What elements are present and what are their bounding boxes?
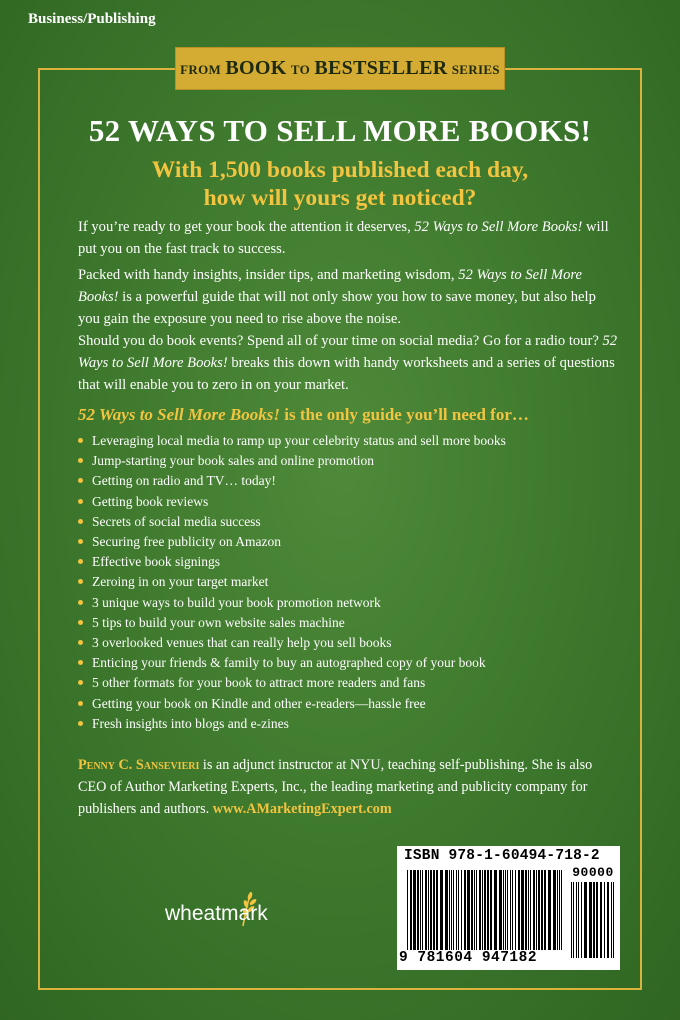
author-name: Penny C. Sansevieri [78,757,200,773]
list-item: Getting your book on Kindle and other e-readers—hassle free [78,694,638,714]
barcode-bar [536,870,537,950]
barcode-bar [611,882,612,958]
barcode-bar [573,882,574,958]
ean-digits: 9 781604 947182 [399,950,538,966]
bullet-dot-icon [78,701,83,706]
list-item: Jump-starting your book sales and online promotion [78,451,638,471]
barcode-bar [530,870,531,950]
bullet-dot-icon [78,478,83,483]
guide-heading: 52 Ways to Sell More Books! is the only guide you’ll need for… [78,405,529,424]
barcode-bar [474,870,475,950]
barcode-bar [430,870,432,950]
barcode-bar [510,870,511,950]
barcode-bar [571,882,572,958]
barcode-bar [417,870,419,950]
barcode-bar [420,870,421,950]
barcode-bar [505,870,506,950]
bullet-dot-icon [78,660,83,665]
barcode-bar [458,870,459,950]
series-bestseller: BESTSELLER [314,57,448,79]
paragraph-3: Should you do book events? Spend all of your time on social media? Go for a radio tour? 52 Ways to Sell More Books! breaks this down with handy worksheets and a series of questions that will enable you to zero in on your market. [78,333,618,393]
barcode-bar [456,870,457,950]
barcode-bar [507,870,508,950]
barcode-bar [600,882,602,958]
paragraph-1: If you’re ready to get your book the attention it deserves, 52 Ways to Sell More Books! will put you on the fast track to success. [78,219,609,257]
series-from: FROM [180,62,222,77]
barcode-bar [425,870,427,950]
series-word: SERIES [451,62,500,77]
subtitle-line-1: With 1,500 books published each day, [151,157,529,183]
author-website-link[interactable]: www.AMarketingExpert.com [212,801,392,817]
barcode-bar [596,882,598,958]
barcode-bar [449,870,450,950]
barcode-bar [544,870,546,950]
barcode-bar [538,870,540,950]
list-item: 3 overlooked venues that can really help you sell books [78,633,638,653]
barcode-bar [512,870,513,950]
barcode-bar [541,870,543,950]
barcode-bar [479,870,481,950]
barcode-bar [484,870,486,950]
publisher-logo [165,888,295,928]
bullet-dot-icon [78,458,83,463]
isbn-barcode [397,846,620,970]
barcode-bar [490,870,492,950]
bullet-dot-icon [78,559,83,564]
list-item: Getting on radio and TV… today! [78,471,638,491]
subtitle-line-2: how will yours get noticed? [203,185,477,211]
barcode-bar [525,870,527,950]
feature-list [78,431,638,734]
barcode-bar [576,882,577,958]
barcode-bar [436,870,438,950]
paragraph-2: Packed with handy insights, insider tips, and marketing wisdom, 52 Ways to Sell More Books! is a powerful guide that will not only show you how to save money, but also help you gain the exposure you need to rise above the noise. [78,267,596,327]
list-item: Secrets of social media success [78,512,638,532]
category-label: Business/Publishing [28,11,156,27]
barcode-bar [464,870,466,950]
barcode-bar [433,870,435,950]
barcode-bar [607,882,609,958]
bullet-dot-icon [78,620,83,625]
publisher-name: wheatmark [165,902,268,925]
list-item: Effective book signings [78,552,638,572]
barcode-bar [440,870,443,950]
barcode-bar [604,882,605,958]
author-bio: Penny C. Sansevieri is an adjunct instructor at NYU, teaching self-publishing. She is also CEO of Author Marketing Experts, Inc., the leading marketing and publicity company for publishers and authors. www.AMarketingExpert.com [78,757,593,817]
barcode-bar [557,870,558,950]
barcode-bar [467,870,470,950]
bullet-dot-icon [78,579,83,584]
barcode-bar [613,882,614,958]
bullet-dot-icon [78,499,83,504]
list-item: Leveraging local media to ramp up your celebrity status and sell more books [78,431,638,451]
barcode-bar [518,870,520,950]
barcode-bar [482,870,483,950]
bullet-dot-icon [78,600,83,605]
list-item: Getting book reviews [78,492,638,512]
barcode-bar [476,870,477,950]
barcode-bar [515,870,516,950]
bullet-dot-icon [78,519,83,524]
barcode-bar [533,870,535,950]
barcode-bar [413,870,416,950]
bullet-dot-icon [78,438,83,443]
list-item: Enticing your friends & family to buy an autographed copy of your book [78,653,638,673]
series-book: BOOK [225,57,287,79]
list-item: Fresh insights into blogs and e-zines [78,714,638,734]
barcode-bar [471,870,473,950]
barcode-bar [559,870,560,950]
series-to: TO [290,62,311,77]
barcode-bar [451,870,452,950]
list-item: 5 other formats for your book to attract more readers and fans [78,673,638,693]
isbn-number: ISBN 978-1-60494-718-2 [404,848,600,864]
price-addon-digits: 90000 [572,865,614,880]
list-item: 5 tips to build your own website sales machine [78,613,638,633]
barcode-bar [561,870,562,950]
book-title: 52 WAYS TO SELL MORE BOOKS! [88,113,592,148]
barcode-bar [503,870,504,950]
barcode-bar [589,882,592,958]
barcode-bar [584,882,587,958]
barcode-bar [494,870,497,950]
barcode-bar [453,870,454,950]
barcode-bar [593,882,595,958]
barcode-bar [553,870,556,950]
barcode-bar [581,882,582,958]
list-item: Securing free publicity on Amazon [78,532,638,552]
bullet-dot-icon [78,539,83,544]
list-item: 3 unique ways to build your book promotion network [78,593,638,613]
barcode-bar [499,870,502,950]
barcode-bar [528,870,529,950]
barcode-bar [445,870,448,950]
bullet-dot-icon [78,640,83,645]
series-banner [175,47,505,90]
bullet-dot-icon [78,680,83,685]
barcode-bar [461,870,462,950]
barcode-bar [407,870,408,950]
barcode-bar [487,870,489,950]
subtitle [0,156,680,212]
barcode-bar [548,870,551,950]
bullet-dot-icon [78,721,83,726]
barcode-bar [422,870,423,950]
list-item: Zeroing in on your target market [78,572,638,592]
barcode-bar [428,870,429,950]
barcode-bar [521,870,524,950]
barcode-bar [578,882,579,958]
barcode-bar [410,870,412,950]
